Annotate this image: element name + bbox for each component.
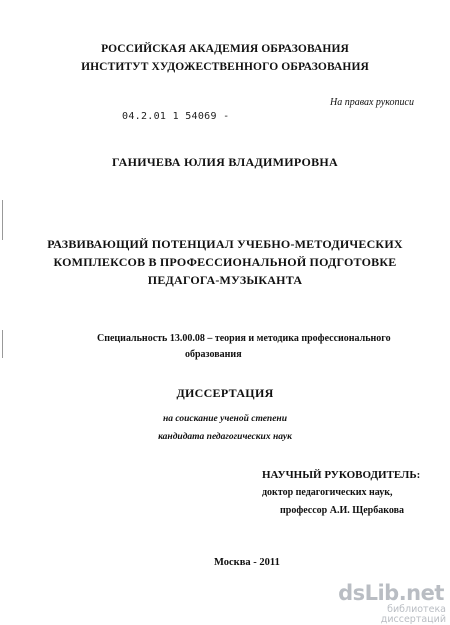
author-name: ГАНИЧЕВА ЮЛИЯ ВЛАДИМИРОВНА <box>111 155 339 169</box>
thesis-title-line-3: ПЕДАГОГА-МУЗЫКАНТА <box>147 273 303 287</box>
scan-margin-mark <box>2 330 3 358</box>
specialty-line-2: образования <box>185 349 242 360</box>
dslib-watermark <box>336 581 446 625</box>
scan-margin-mark <box>2 200 3 240</box>
supervisor-name: профессор А.И. Щербакова <box>280 505 405 516</box>
city-and-year: Москва - 2011 <box>214 557 280 568</box>
thesis-title-line-1: РАЗВИВАЮЩИЙ ПОТЕНЦИАЛ УЧЕБНО-МЕТОДИЧЕСКИХ <box>47 237 403 251</box>
degree-line-1: на соискание ученой степени <box>163 414 287 424</box>
thesis-title-line-2: КОМПЛЕКСОВ В ПРОФЕССИОНАЛЬНОЙ ПОДГОТОВКЕ <box>53 255 397 269</box>
supervisor-degree: доктор педагогических наук, <box>262 487 393 498</box>
specialty-line-1: Специальность 13.00.08 – теория и методика профессионального <box>97 333 391 344</box>
institution-line-2: ИНСТИТУТ ХУДОЖЕСТВЕННОГО ОБРАЗОВАНИЯ <box>81 61 369 73</box>
manuscript-rights-note: На правах рукописи <box>330 97 414 108</box>
registration-stamp-number: 04.2.01 1 54069 - <box>122 111 230 122</box>
work-type-heading: ДИССЕРТАЦИЯ <box>176 386 274 400</box>
watermark-logo: dsLib.net <box>338 581 444 605</box>
watermark-tagline: библиотека диссертаций <box>380 604 446 625</box>
supervisor-heading: НАУЧНЫЙ РУКОВОДИТЕЛЬ: <box>262 469 421 481</box>
degree-line-2: кандидата педагогических наук <box>158 432 292 442</box>
institution-line-1: РОССИЙСКАЯ АКАДЕМИЯ ОБРАЗОВАНИЯ <box>101 43 349 55</box>
